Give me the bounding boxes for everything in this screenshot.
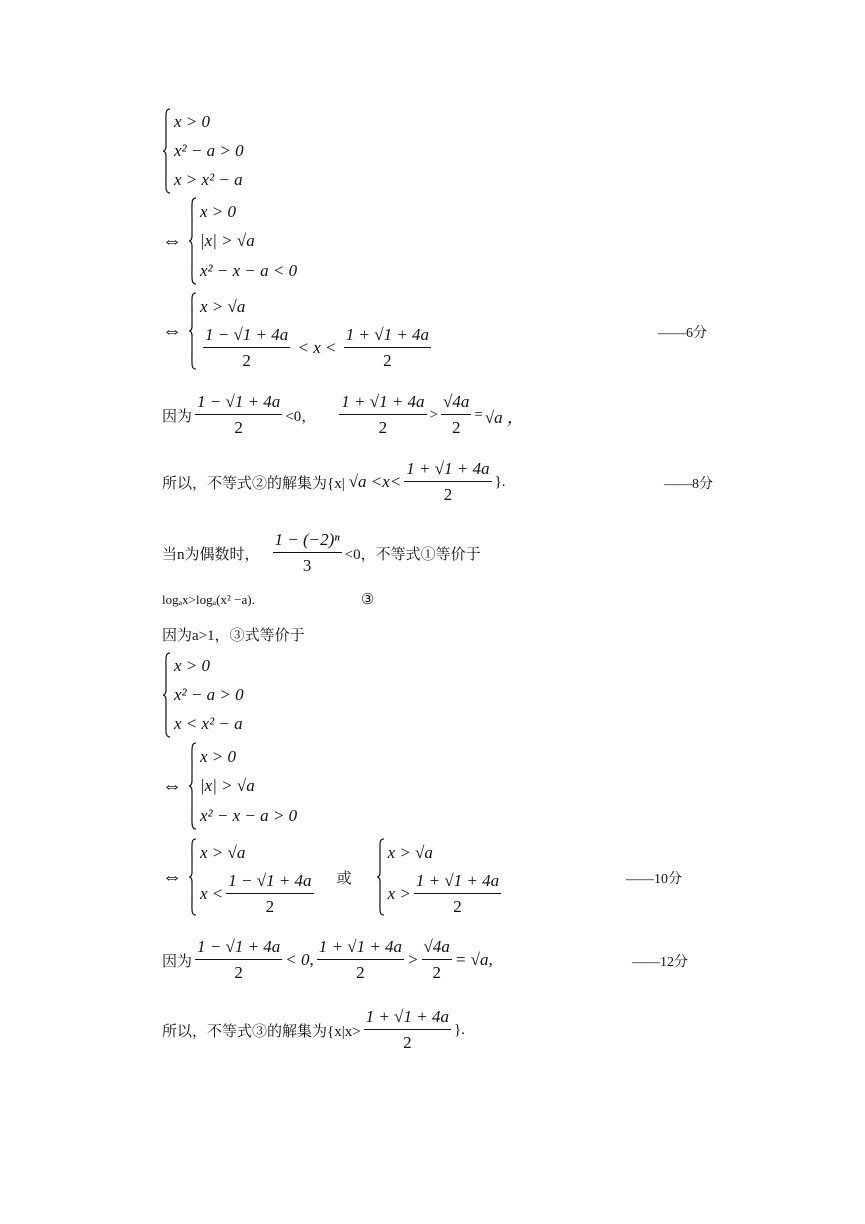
solution-3-suffix: }. <box>453 1021 465 1038</box>
system-4-line-3: x < x² − a <box>174 713 243 733</box>
fraction-numerator: √4a <box>422 937 452 960</box>
inequality-prefix: x < <box>200 884 224 903</box>
fraction-numerator: 1 + √1 + 4a <box>364 1007 451 1030</box>
system-6b-line-1: x > √a <box>387 842 433 862</box>
fraction-numerator: 1 − √1 + 4a <box>226 871 313 894</box>
solution-2-suffix: }. <box>494 473 506 490</box>
fraction-denominator: 2 <box>242 351 251 370</box>
fraction-numerator: 1 + √1 + 4a <box>414 871 501 894</box>
fraction-denominator: 2 <box>453 897 462 916</box>
equivalence-arrow: ⇔ <box>162 774 182 797</box>
log-line <box>162 590 374 609</box>
fraction-denominator: 2 <box>234 418 243 437</box>
a-greater-than-1-text: 因为a>1，③式等价于 <box>162 628 305 644</box>
fraction-numerator: 1 + √1 + 4a <box>317 937 404 960</box>
left-brace <box>188 292 197 370</box>
less-than-zero: < 0, <box>285 950 314 969</box>
system-1 <box>162 108 244 194</box>
score-marker-12: ——12分 <box>632 955 688 970</box>
because-line-1 <box>162 392 524 438</box>
log-inequality: logₐx>logₐ(x² −a). <box>162 591 255 607</box>
fraction-denominator: 2 <box>451 418 461 437</box>
left-brace <box>188 197 197 285</box>
fraction-denominator: 2 <box>383 351 392 370</box>
system-1-line-3: x > x² − a <box>174 169 243 189</box>
even-case-prefix: 当n为偶数时， <box>162 546 260 563</box>
left-brace <box>376 838 385 916</box>
left-brace <box>188 838 197 916</box>
fraction-numerator: 1 + √1 + 4a <box>404 459 491 482</box>
or-word: 或 <box>336 870 352 887</box>
fraction-numerator: 1 + √1 + 4a <box>344 325 431 348</box>
fraction-denominator: 2 <box>234 963 243 982</box>
greater-than: > <box>407 950 419 969</box>
solution-2-line <box>162 459 506 505</box>
even-case-suffix: <0，不等式①等价于 <box>344 546 481 563</box>
system-3-line-1: x > √a <box>200 296 246 316</box>
equals-sqrt-a: = √a, <box>454 950 493 969</box>
fraction-numerator: 1 − (−2)ⁿ <box>273 530 342 553</box>
system-6 <box>162 838 504 916</box>
system-4-line-2: x² − a > 0 <box>174 685 244 704</box>
greater-than: > <box>429 406 439 423</box>
system-1-line-1: x > 0 <box>174 112 211 132</box>
system-3-line-2: $\frac{1 - √1 + 4a}{2}$ < x < $\frac{1 + √1 + 4a}{2}$ <box>205 325 430 370</box>
left-brace <box>162 652 171 738</box>
fraction-denominator: 2 <box>356 963 365 982</box>
less-than-zero: <0， <box>285 408 317 425</box>
equivalence-arrow: ⇔ <box>162 865 182 888</box>
system-4 <box>162 652 244 738</box>
sqrt-a: √a ， <box>484 407 524 427</box>
equals: = <box>474 406 483 423</box>
left-brace <box>188 742 197 830</box>
fraction-denominator: 2 <box>378 418 388 437</box>
equivalence-arrow: ⇔ <box>162 229 182 252</box>
solution-2-prefix: 所以，不等式②的解集为{x| <box>162 475 345 492</box>
fraction-numerator: 1 − √1 + 4a <box>195 392 282 415</box>
system-3 <box>162 292 434 370</box>
system-2-line-2: |x| > √a <box>200 231 255 250</box>
fraction-numerator: 1 − √1 + 4a <box>195 937 282 960</box>
score-marker-10: ——10分 <box>626 872 682 887</box>
a-greater-than-1-line <box>162 624 305 645</box>
even-case-line <box>162 530 481 576</box>
fraction-numerator: √4a <box>441 392 471 415</box>
system-5-line-2: |x| > √a <box>200 776 255 795</box>
because-prefix: 因为 <box>162 953 193 970</box>
system-6b-line-2 <box>388 872 505 916</box>
fraction-denominator: 3 <box>302 556 312 575</box>
fraction-denominator: 2 <box>443 485 453 504</box>
fraction-numerator: 1 − √1 + 4a <box>203 325 290 348</box>
score-marker-8: ——8分 <box>664 477 713 492</box>
solution-3-line <box>162 1007 465 1053</box>
system-6a-line-1: x > √a <box>200 842 246 862</box>
equation-tag-3: ③ <box>360 592 375 608</box>
system-5-line-3: x² − x − a > 0 <box>200 805 298 825</box>
system-2-line-1: x > 0 <box>200 201 237 221</box>
solution-3-prefix: 所以，不等式③的解集为{x|x> <box>162 1023 361 1040</box>
score-marker-6: ——6分 <box>658 326 707 341</box>
fraction-denominator: 2 <box>432 963 441 982</box>
system-2-line-3: x² − x − a < 0 <box>200 260 298 280</box>
solution-2-middle: √a <x< <box>348 472 402 491</box>
system-1-line-2: x² − a > 0 <box>174 141 244 160</box>
system-5-line-1: x > 0 <box>200 746 237 766</box>
system-6a-line-2 <box>200 872 317 916</box>
because-line-2 <box>162 937 493 983</box>
equivalence-arrow: ⇔ <box>162 319 182 342</box>
because-prefix: 因为 <box>162 408 193 425</box>
inequality-prefix: x > <box>387 884 411 903</box>
system-2 <box>162 197 297 285</box>
system-4-line-1: x > 0 <box>174 656 211 676</box>
fraction-denominator: 2 <box>265 897 275 916</box>
left-brace <box>162 108 171 194</box>
system-5 <box>162 742 297 830</box>
fraction-numerator: 1 + √1 + 4a <box>339 392 426 415</box>
fraction-denominator: 2 <box>403 1033 412 1052</box>
